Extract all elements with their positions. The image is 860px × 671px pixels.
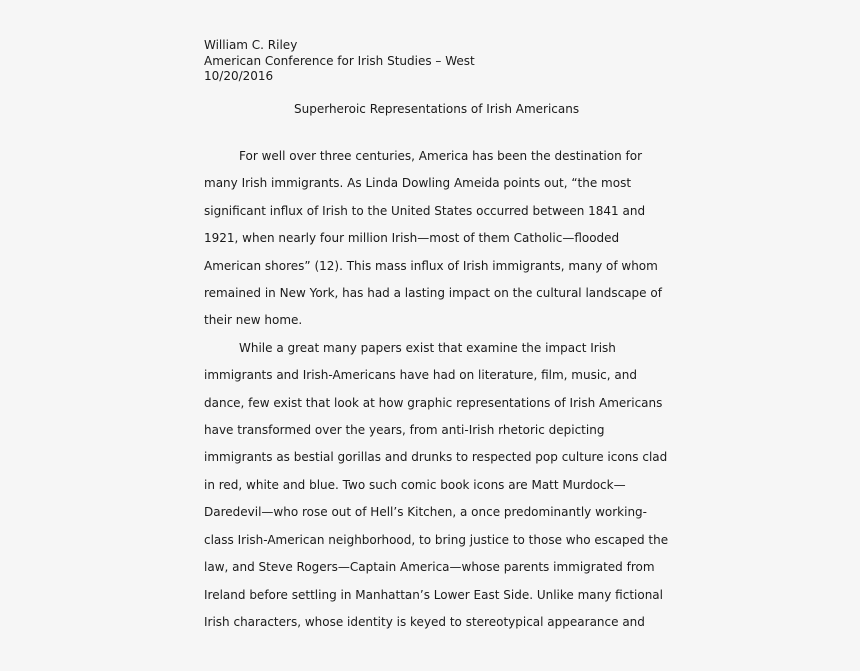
text-line: Ireland before settling in Manhattan’s Lower East Side. Unlike many fictional xyxy=(204,587,663,602)
text-line: in red, white and blue. Two such comic book icons are Matt Murdock— xyxy=(204,477,626,492)
text-line: immigrants and Irish-Americans have had on literature, film, music, and xyxy=(204,368,637,383)
text-line: significant influx of Irish to the United States occurred between 1841 and xyxy=(204,203,646,218)
document-title: Superheroic Representations of Irish Americans xyxy=(294,102,580,116)
author-name: William C. Riley xyxy=(204,38,298,52)
text-line: many Irish immigrants. As Linda Dowling Ameida points out, “the most xyxy=(204,176,632,191)
text-line: For well over three centuries, America has been the destination for xyxy=(239,149,643,163)
text-line: law, and Steve Rogers—Captain America—whose parents immigrated from xyxy=(204,560,655,575)
paragraph-1 xyxy=(204,143,668,335)
document-header xyxy=(204,38,475,85)
text-line: dance, few exist that look at how graphic representations of Irish Americans xyxy=(204,395,663,410)
text-line: American shores” (12). This mass influx of Irish immigrants, many of whom xyxy=(204,258,658,273)
text-line: class Irish-American neighborhood, to bring justice to those who escaped the xyxy=(204,532,669,547)
document-date: 10/20/2016 xyxy=(204,69,274,83)
text-line: their new home. xyxy=(204,313,303,328)
text-line: Daredevil—who rose out of Hell’s Kitchen, a once predominantly working- xyxy=(204,505,647,520)
text-line: remained in New York, has had a lasting impact on the cultural landscape of xyxy=(204,286,662,301)
paragraph-2 xyxy=(204,335,668,636)
text-line: While a great many papers exist that examine the impact Irish xyxy=(239,340,616,355)
text-line: 1921, when nearly four million Irish—most of them Catholic—flooded xyxy=(204,231,620,246)
text-line: have transformed over the years, from anti-Irish rhetoric depicting xyxy=(204,423,605,438)
conference-name: American Conference for Irish Studies – West xyxy=(204,53,475,68)
text-line: Irish characters, whose identity is keyed to stereotypical appearance and xyxy=(204,614,645,629)
text-line: immigrants as bestial gorillas and drunks to respected pop culture icons clad xyxy=(204,450,668,465)
document-body xyxy=(204,143,668,636)
